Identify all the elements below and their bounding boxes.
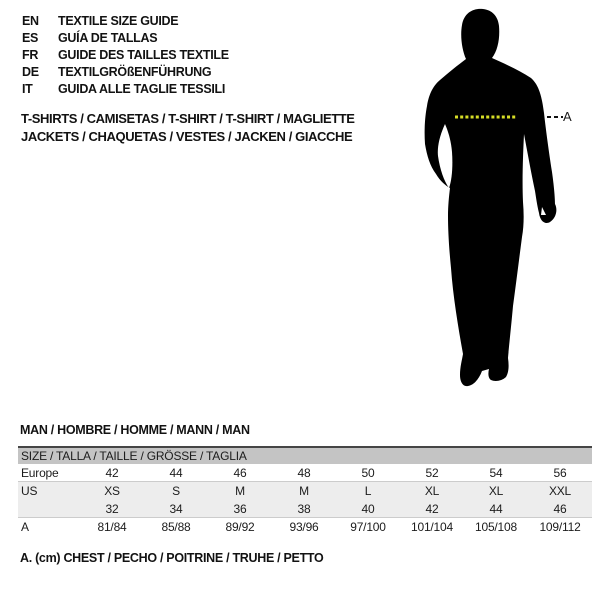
section-heading-man: MAN / HOMBRE / HOMME / MANN / MAN bbox=[20, 423, 250, 437]
size-cell: XL bbox=[488, 484, 504, 498]
language-code: EN bbox=[22, 13, 39, 28]
category-block bbox=[21, 110, 355, 146]
size-cell: XS bbox=[104, 484, 120, 498]
row-label: A bbox=[21, 520, 29, 534]
language-row bbox=[22, 80, 229, 97]
size-cell: 85/88 bbox=[161, 520, 191, 534]
row-label: Europe bbox=[21, 465, 59, 480]
size-cell: XL bbox=[424, 484, 440, 498]
size-cell: XXL bbox=[548, 484, 572, 498]
language-row bbox=[22, 29, 229, 46]
size-cell: 56 bbox=[553, 465, 567, 480]
language-code: IT bbox=[22, 81, 33, 96]
language-code: ES bbox=[22, 30, 39, 45]
language-guide-list bbox=[22, 12, 229, 97]
measure-label-a: A bbox=[563, 109, 572, 124]
size-cell: 109/112 bbox=[539, 520, 581, 534]
size-cell: L bbox=[364, 484, 372, 498]
man-silhouette-body bbox=[425, 9, 557, 386]
size-cell: 50 bbox=[361, 465, 375, 480]
size-table-header: SIZE / TALLA / TAILLE / GRÖSSE / TAGLIA bbox=[18, 448, 592, 464]
language-row bbox=[22, 12, 229, 29]
size-cell: M bbox=[235, 484, 245, 498]
category-line-jackets: JACKETS / CHAQUETAS / VESTES / JACKEN / GIACCHE bbox=[21, 129, 353, 144]
size-table bbox=[18, 446, 592, 536]
size-cell: S bbox=[172, 484, 180, 498]
size-cell: 46 bbox=[233, 465, 247, 480]
size-cell: 44 bbox=[489, 501, 503, 516]
language-label: GUIDA ALLE TAGLIE TESSILI bbox=[58, 81, 226, 96]
size-cell: 34 bbox=[169, 501, 183, 516]
size-cell: M bbox=[299, 484, 309, 498]
size-cell: 44 bbox=[169, 465, 183, 480]
table-row-chest-measure bbox=[18, 518, 592, 536]
man-silhouette-figure bbox=[370, 0, 600, 400]
size-cell: 97/100 bbox=[350, 520, 386, 534]
language-code: FR bbox=[22, 47, 39, 62]
size-cell: 40 bbox=[361, 501, 375, 516]
language-row bbox=[22, 46, 229, 63]
size-cell: 81/84 bbox=[97, 520, 127, 534]
language-label: GUÍA DE TALLAS bbox=[58, 30, 158, 45]
size-cell: 42 bbox=[105, 465, 119, 480]
measurement-footnote: A. (cm) CHEST / PECHO / POITRINE / TRUHE / PETTO bbox=[20, 551, 324, 565]
size-cell: 93/96 bbox=[289, 520, 319, 534]
language-label: TEXTILE SIZE GUIDE bbox=[58, 13, 179, 28]
language-code: DE bbox=[22, 64, 39, 79]
size-cell: 46 bbox=[553, 501, 567, 516]
size-cell: 32 bbox=[105, 501, 119, 516]
size-cell: 105/108 bbox=[475, 520, 517, 534]
table-row-us-letters bbox=[18, 482, 592, 500]
size-cell: 38 bbox=[297, 501, 311, 516]
table-row-us-numbers bbox=[18, 500, 592, 518]
language-row bbox=[22, 63, 229, 80]
size-cell: 36 bbox=[233, 501, 247, 516]
size-cell: 54 bbox=[489, 465, 503, 480]
size-cell: 48 bbox=[297, 465, 311, 480]
size-cell: 101/104 bbox=[411, 520, 453, 534]
language-label: TEXTILGRÖßENFÜHRUNG bbox=[58, 64, 212, 79]
table-row-europe bbox=[18, 464, 592, 482]
size-cell: 89/92 bbox=[225, 520, 255, 534]
language-label: GUIDE DES TAILLES TEXTILE bbox=[58, 47, 229, 62]
category-line-tshirts: T-SHIRTS / CAMISETAS / T-SHIRT / T-SHIRT / MAGLIETTE bbox=[21, 111, 355, 126]
size-cell: 42 bbox=[425, 501, 439, 516]
row-label: US bbox=[21, 484, 38, 498]
man-silhouette-svg bbox=[370, 0, 600, 400]
size-cell: 52 bbox=[425, 465, 439, 480]
